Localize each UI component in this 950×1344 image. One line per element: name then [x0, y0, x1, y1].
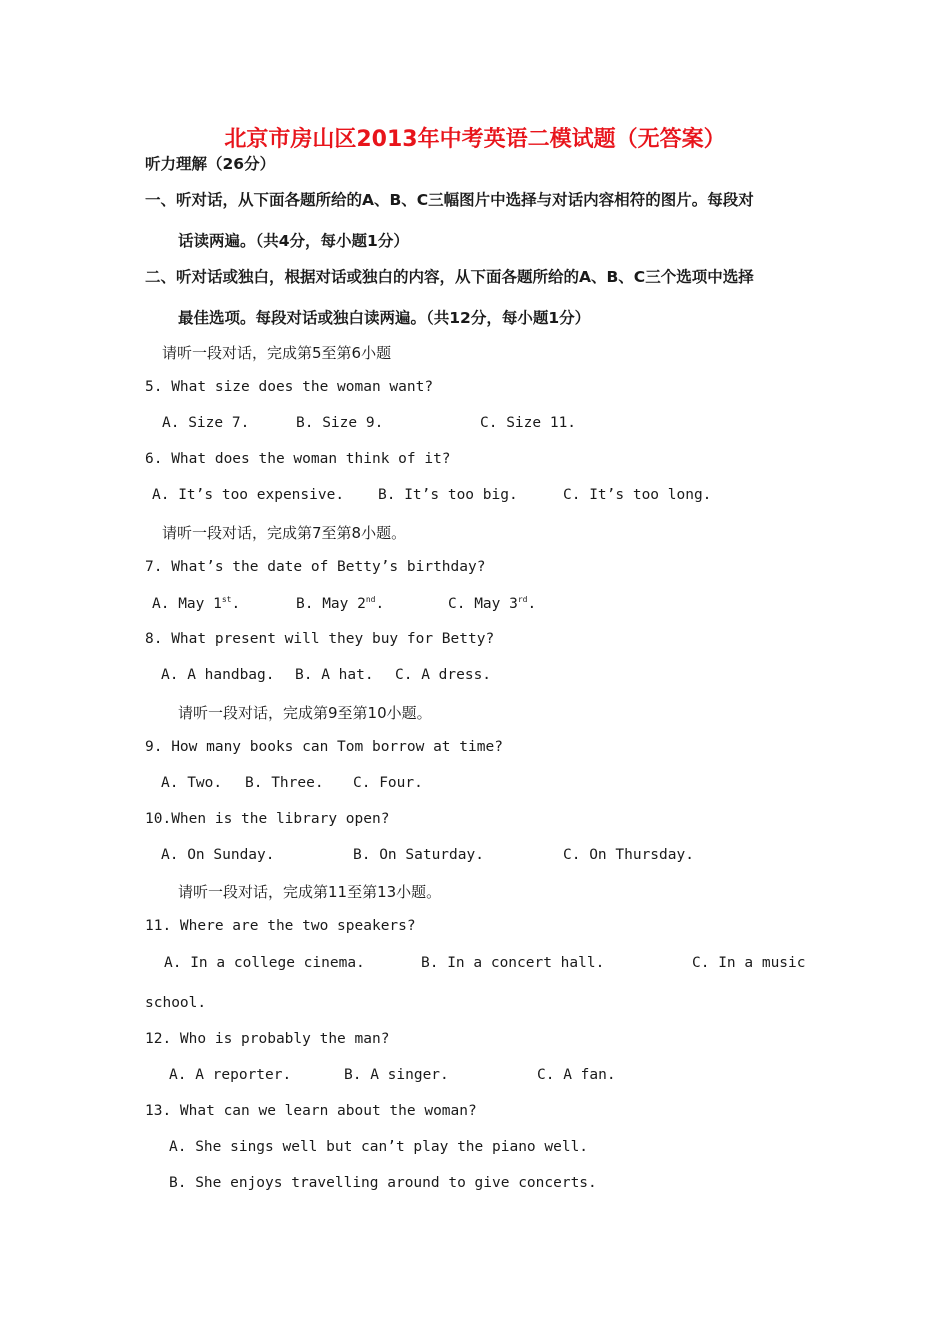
period: .: [527, 596, 537, 612]
dialogue-instruction-11-13: 请听一段对话，完成第11至第13小题。: [178, 883, 442, 901]
part1-instruction-line1: 一、听对话，从下面各题所给的A、B、C三幅图片中选择与对话内容相符的图片。每段对: [145, 191, 754, 209]
question-7-option-a-text: A. May 1: [152, 596, 222, 612]
question-11-option-c: C. In a music: [692, 955, 806, 971]
question-8-option-a: A. A handbag.: [161, 667, 275, 683]
section-heading: 听力理解（26分）: [145, 155, 276, 173]
question-13-option-a: A. She sings well but can’t play the piano well.: [169, 1139, 589, 1155]
question-8-option-c: C. A dress.: [395, 667, 492, 683]
question-5-option-c: C. Size 11.: [480, 415, 577, 431]
question-12-option-c: C. A fan.: [537, 1067, 616, 1083]
question-9-option-b: B. Three.: [245, 775, 324, 791]
question-9-option-c: C. Four.: [353, 775, 423, 791]
question-7-stem: 7. What’s the date of Betty’s birthday?: [145, 559, 486, 575]
question-7-option-c-text: C. May 3: [448, 596, 518, 612]
question-8-option-b: B. A hat.: [295, 667, 374, 683]
question-11-stem: 11. Where are the two speakers?: [145, 918, 416, 934]
period: .: [231, 596, 241, 612]
question-6-option-b: B. It’s too big.: [378, 487, 518, 503]
part2-instruction-line1: 二、听对话或独白，根据对话或独白的内容，从下面各题所给的A、B、C三个选项中选择: [145, 268, 754, 286]
dialogue-instruction-9-10: 请听一段对话，完成第9至第10小题。: [178, 704, 432, 722]
ordinal-suffix: rd: [517, 595, 528, 604]
question-12-option-b: B. A singer.: [344, 1067, 449, 1083]
question-11-option-a: A. In a college cinema.: [164, 955, 365, 971]
question-11-option-b: B. In a concert hall.: [421, 955, 605, 971]
part1-instruction-line2: 话读两遍。（共4分，每小题1分）: [178, 232, 409, 250]
question-12-option-a: A. A reporter.: [169, 1067, 292, 1083]
question-10-option-b: B. On Saturday.: [353, 847, 484, 863]
dialogue-instruction-7-8: 请听一段对话，完成第7至第8小题。: [162, 524, 407, 542]
question-7-option-c: [448, 595, 536, 612]
question-13-stem: 13. What can we learn about the woman?: [145, 1103, 477, 1119]
question-5-option-b: B. Size 9.: [296, 415, 384, 431]
ordinal-suffix: st: [221, 595, 232, 604]
question-10-option-a: A. On Sunday.: [161, 847, 275, 863]
ordinal-suffix: nd: [365, 595, 376, 604]
question-7-option-b: [296, 595, 384, 612]
question-5-stem: 5. What size does the woman want?: [145, 379, 434, 395]
question-12-stem: 12. Who is probably the man?: [145, 1031, 390, 1047]
question-11-option-c-continued: school.: [145, 995, 207, 1011]
question-9-stem: 9. How many books can Tom borrow at time?: [145, 739, 503, 755]
dialogue-instruction-5-6: 请听一段对话，完成第5至第6小题: [162, 344, 392, 362]
question-8-stem: 8. What present will they buy for Betty?: [145, 631, 495, 647]
part2-instruction-line2: 最佳选项。每段对话或独白读两遍。（共12分，每小题1分）: [178, 309, 591, 327]
question-6-stem: 6. What does the woman think of it?: [145, 451, 451, 467]
question-13-option-b: B. She enjoys travelling around to give concerts.: [169, 1175, 597, 1191]
question-5-option-a: A. Size 7.: [162, 415, 250, 431]
question-10-stem: 10.When is the library open?: [145, 811, 390, 827]
page-title: 北京市房山区2013年中考英语二模试题（无答案）: [224, 127, 726, 152]
question-6-option-a: A. It’s too expensive.: [152, 487, 345, 503]
question-6-option-c: C. It’s too long.: [563, 487, 712, 503]
question-9-option-a: A. Two.: [161, 775, 223, 791]
question-7-option-b-text: B. May 2: [296, 596, 366, 612]
question-10-option-c: C. On Thursday.: [563, 847, 694, 863]
question-7-option-a: [152, 595, 240, 612]
period: .: [375, 596, 385, 612]
